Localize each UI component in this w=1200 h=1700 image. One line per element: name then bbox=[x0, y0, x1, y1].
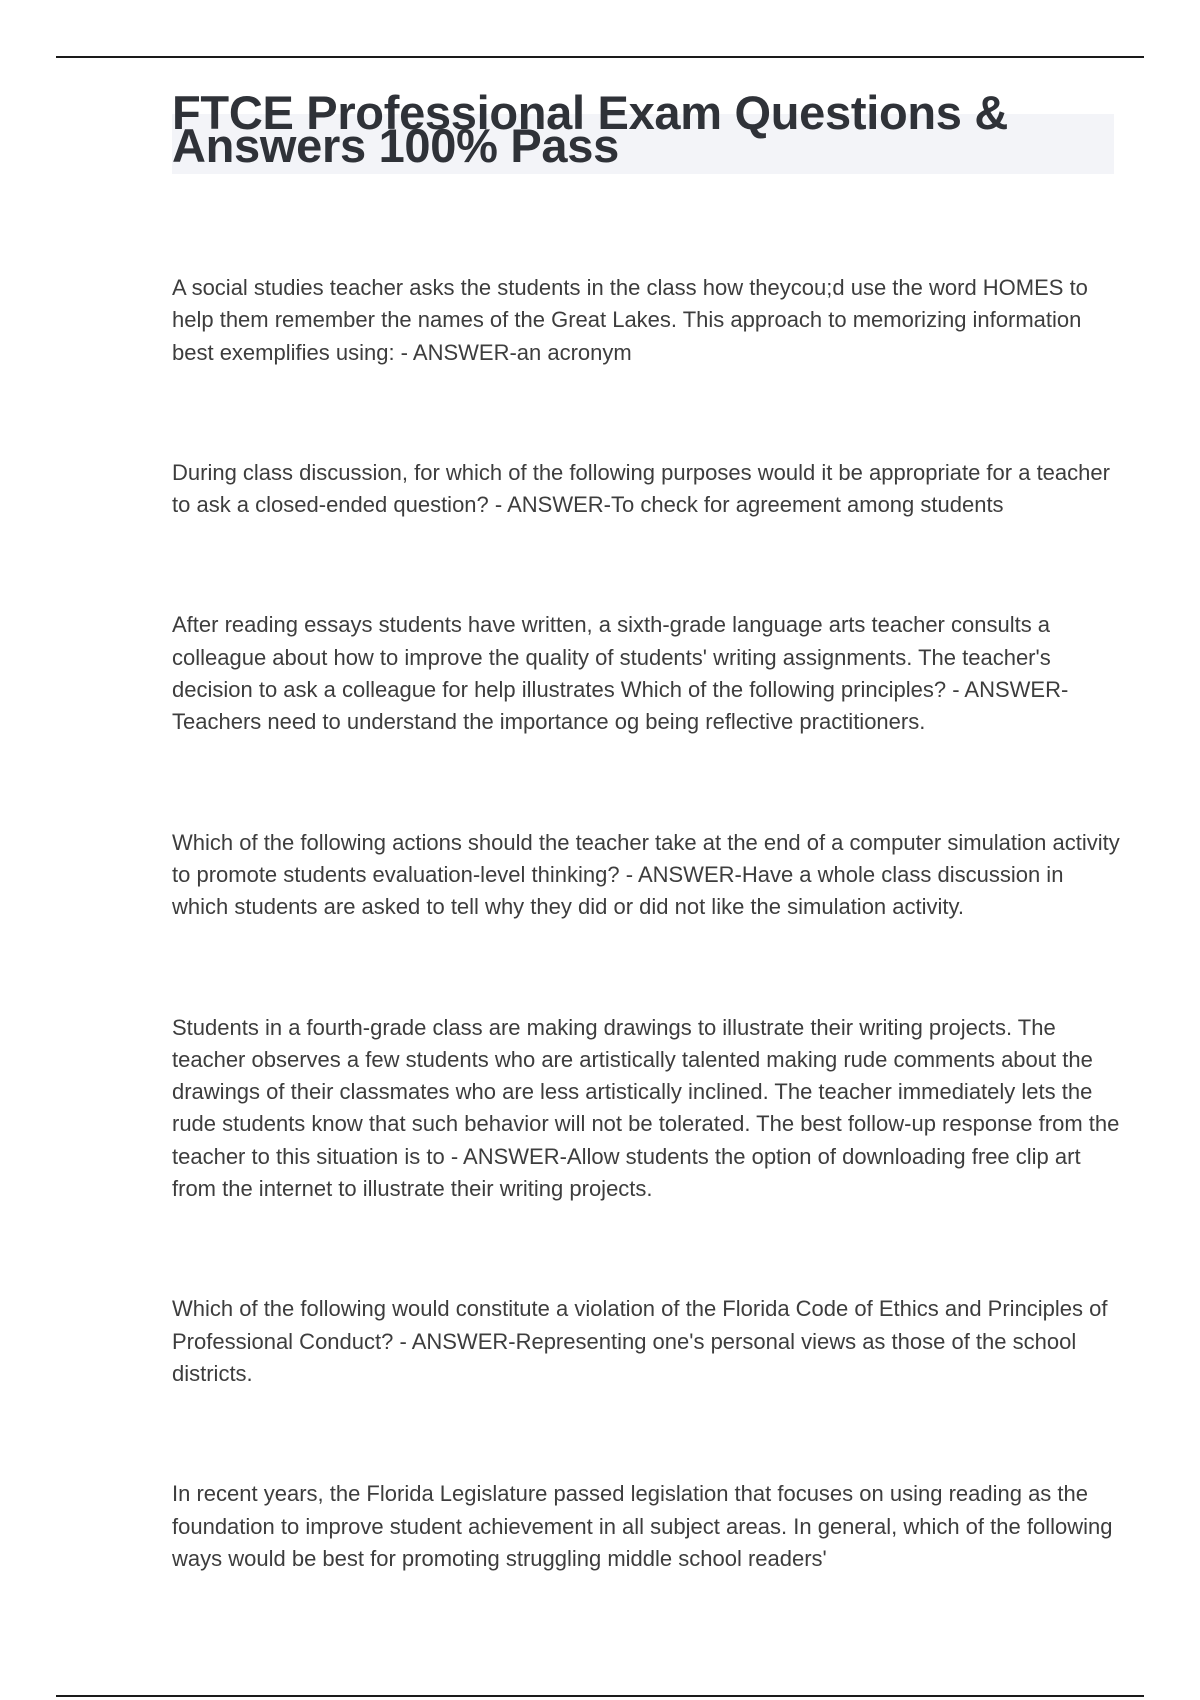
qa-entry-1: A social studies teacher asks the students in the class how theycou;d use the word HOMES to help them remember the names of the Great Lakes. This approach to memorizing information best exemplifies using: - ANSWER-an acronym bbox=[172, 275, 1088, 365]
document-title: FTCE Professional Exam Questions & Answers 100% Pass bbox=[172, 86, 1009, 172]
qa-list bbox=[172, 272, 1122, 1663]
qa-entry-7: In recent years, the Florida Legislature passed legislation that focuses on using reading as the foundation to improve student achievement in all subject areas. In general, which of the following ways would be best for promoting struggling middle school readers' bbox=[172, 1481, 1113, 1571]
qa-entry-4: Which of the following actions should the teacher take at the end of a computer simulation activity to promote students evaluation-level thinking? - ANSWER-Have a whole class discussion in which students are asked to tell why they did or did not like the simulation activity. bbox=[172, 829, 1120, 920]
qa-entry-5: Students in a fourth-grade class are making drawings to illustrate their writing projects. The teacher observes a few students who are artistically talented making rude comments about the drawings of their classmates who are less artistically inclined. The teacher immediately lets the rude students know that such behavior will not be tolerated. The best follow-up response from the teacher to this situation is to - ANSWER-Allow students the option of downloading free clip art from the internet to illustrate their writing projects. bbox=[172, 1014, 1120, 1202]
top-rule bbox=[56, 56, 1144, 58]
bottom-rule bbox=[56, 1695, 1144, 1697]
qa-entry-3: After reading essays students have written, a sixth-grade language arts teacher consults a colleague about how to improve the quality of students' writing assignments. The teacher's decision to ask a colleague for help illustrates Which of the following principles? - ANSWER-Teachers need to understand the importance og being reflective practitioners. bbox=[172, 612, 1069, 735]
qa-entry-2: During class discussion, for which of the following purposes would it be appropriate for a teacher to ask a closed-ended question? - ANSWER-To check for agreement among students bbox=[172, 459, 1110, 518]
qa-entry-6: Which of the following would constitute a violation of the Florida Code of Ethics and Principles of Professional Conduct? - ANSWER-Representing one's personal views as those of the school districts. bbox=[172, 1296, 1108, 1386]
